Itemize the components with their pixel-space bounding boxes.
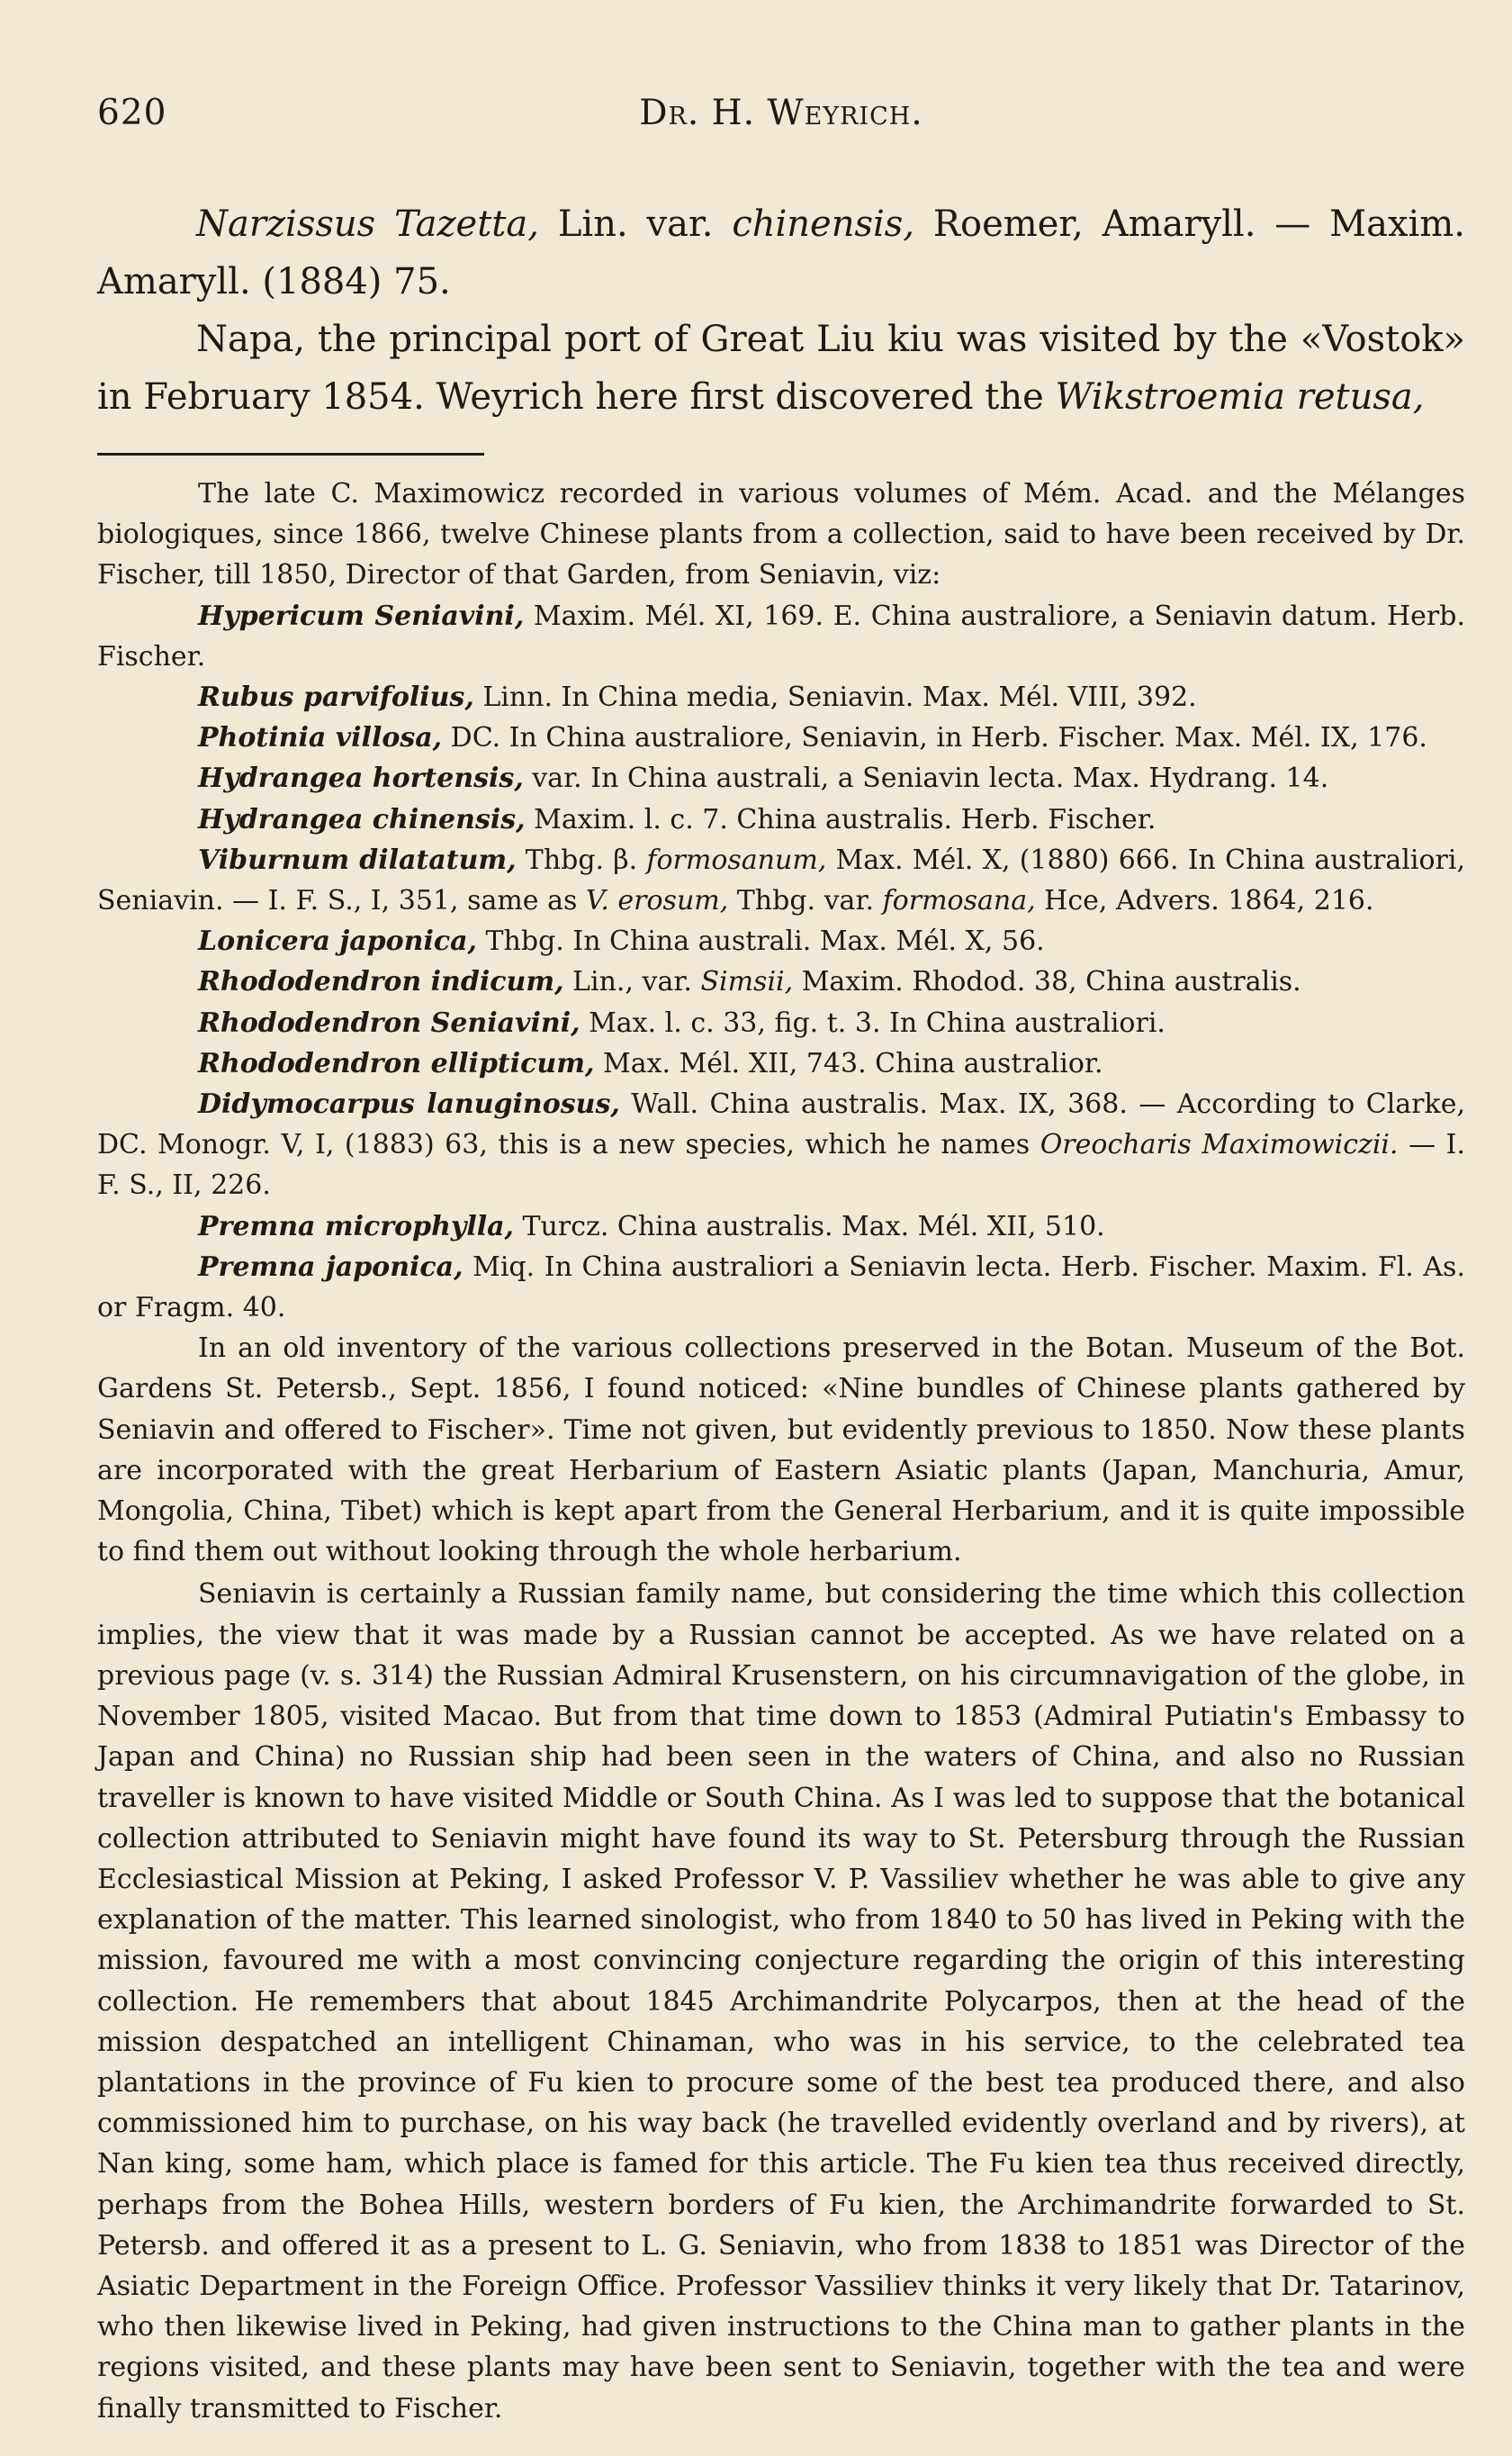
species-entry: Rhododendron ellipticum, Max. Mél. XII, 743. China australior. <box>198 1047 1103 1079</box>
species-entry: Rubus parvifolius, Linn. In China media, Seniavin. Max. Mél. VIII, 392. <box>198 682 1197 714</box>
species-entry: Rhododendron Seniavini, Max. l. c. 33, fig. t. 3. In China australiori. <box>198 1007 1166 1039</box>
page-header <box>97 86 1465 149</box>
running-head-text: Dr. H. Weyrich. <box>639 93 923 133</box>
inventory-paragraph: In an old inventory of the various collections preserved in the Botan. Museum of the Bot. Gardens St. Petersb., Sept. 1856, I found noticed: «Nine bundles of Chinese plants gathered by Seniavin and offered to Fischer». Time not given, but evidently previous to 1850. Now these plants are incorporated with the great Herbarium of Eastern Asiatic plants (Japan, Manchuria, Amur, Mongolia, China, Tibet) which is kept apart from the General Herbarium, and it is quite impossible to find them out without looking through the whole herbarium. <box>97 1332 1465 1568</box>
species-entry: Photinia villosa, DC. In China australiore, Seniavin, in Herb. Fischer. Max. Mél. IX, 176. <box>198 722 1427 754</box>
footnote-intro: The late C. Maximowicz recorded in various volumes of Mém. Acad. and the Mélanges biologiques, since 1866, twelve Chinese plants from a collection, said to have been received by Dr. Fischer, till 1850, Director of that Garden, from Seniavin, viz: <box>97 478 1465 591</box>
footnote <box>97 474 1465 2429</box>
main-text <box>97 195 1465 426</box>
page-number: 620 <box>97 93 167 133</box>
napa-paragraph: Napa, the principal port of Great Liu kiu was visited by the «Vostok» in February 1854. Weyrich here first discovered the Wikstroemia retusa, <box>97 319 1465 418</box>
species-name: Wikstroemia retusa, <box>1055 376 1425 418</box>
seniavin-paragraph: Seniavin is certainly a Russian family name, but considering the time which this collection implies, the view that it was made by a Russian cannot be accepted. As we have related on a previous page (v. s. 314) the Russian Admiral Krusenstern, on his circumnavigation of the globe, in November 1805, visited Macao. But from that time down to 1853 (Admiral Putiatin's Embassy to Japan and China) no Russian ship had been seen in the waters of China, and also no Russian traveller is known to have visited Middle or South China. As I was led to suppose that the botanical collection attributed to Seniavin might have found its way to St. Petersburg through the Russian Ecclesiastical Mission at Peking, I asked Professor V. P. Vassiliev whether he was able to give any explanation of the matter. This learned sinologist, who from 1840 to 50 has lived in Peking with the mission, favoured me with a most convincing conjecture regarding the origin of this interesting collection. He remembers that about 1845 Archimandrite Polycarpos, then at the head of the mission despatched an intelligent Chinaman, who was in his service, to the celebrated tea plantations in the province of Fu kien to procure some of the best tea produced there, and also commissioned him to purchase, on his way back (he travelled evidently overland and by rivers), at Nan king, some ham, which place is famed for this article. The Fu kien tea thus received directly, perhaps from the Bohea Hills, western borders of Fu kien, the Archimandrite forwarded to St. Petersb. and offered it as a present to L. G. Seniavin, who from 1838 to 1851 was Director of the Asiatic Department in the Foreign Office. Professor Vassiliev thinks it very likely that Dr. Tatarinov, who then likewise lived in Peking, had given instructions to the China man to gather plants in the regions visited, and these plants may have been sent to Seniavin, together with the tea and were finally transmitted to Fischer. <box>97 1578 1465 2424</box>
species-entry: Rhododendron indicum, Lin., var. Simsii, Maxim. Rhodod. 38, China australis. <box>198 966 1301 998</box>
species-entry: Premna japonica, Miq. In China australiori a Seniavin lecta. Herb. Fischer. Maxim. Fl. As. or Fragm. 40. <box>97 1251 1465 1324</box>
species-name: Narzissus Tazetta, <box>196 203 539 245</box>
narcissus-entry: Narzissus Tazetta, Lin. var. chinensis, Roemer, Amaryll. — Maxim. Amaryll. (1884) 75. <box>97 203 1465 302</box>
variety-name: chinensis, <box>732 203 915 245</box>
species-entry: Hydrangea chinensis, Maxim. l. c. 7. China australis. Herb. Fischer. <box>198 803 1156 835</box>
footnote-rule <box>97 453 484 456</box>
species-entry: Didymocarpus lanuginosus, Wall. China australis. Max. IX, 368. — According to Clarke, DC. Monogr. V, I, (1883) 63, this is a new species, which he names Oreocharis Maximowiczii. — I. F. S., II, 226. <box>97 1088 1466 1202</box>
species-entry: Premna microphylla, Turcz. China australis. Max. Mél. XII, 510. <box>198 1210 1105 1242</box>
species-entry: Hydrangea hortensis, var. In China australi, a Seniavin lecta. Max. Hydrang. 14. <box>198 763 1329 795</box>
species-entry: Hypericum Seniavini, Maxim. Mél. XI, 169. E. China australiore, a Seniavin datum. Herb. Fischer. <box>97 600 1465 673</box>
species-entry: Viburnum dilatatum, Thbg. β. formosanum, Max. Mél. X, (1880) 666. In China australiori, Seniavin. — I. F. S., I, 351, same as V. erosum, Thbg. var. formosana, Hce, Advers. 1864, 216. <box>97 844 1465 917</box>
running-head <box>97 93 1465 133</box>
species-entry: Lonicera japonica, Thbg. In China australi. Max. Mél. X, 56. <box>198 926 1045 958</box>
